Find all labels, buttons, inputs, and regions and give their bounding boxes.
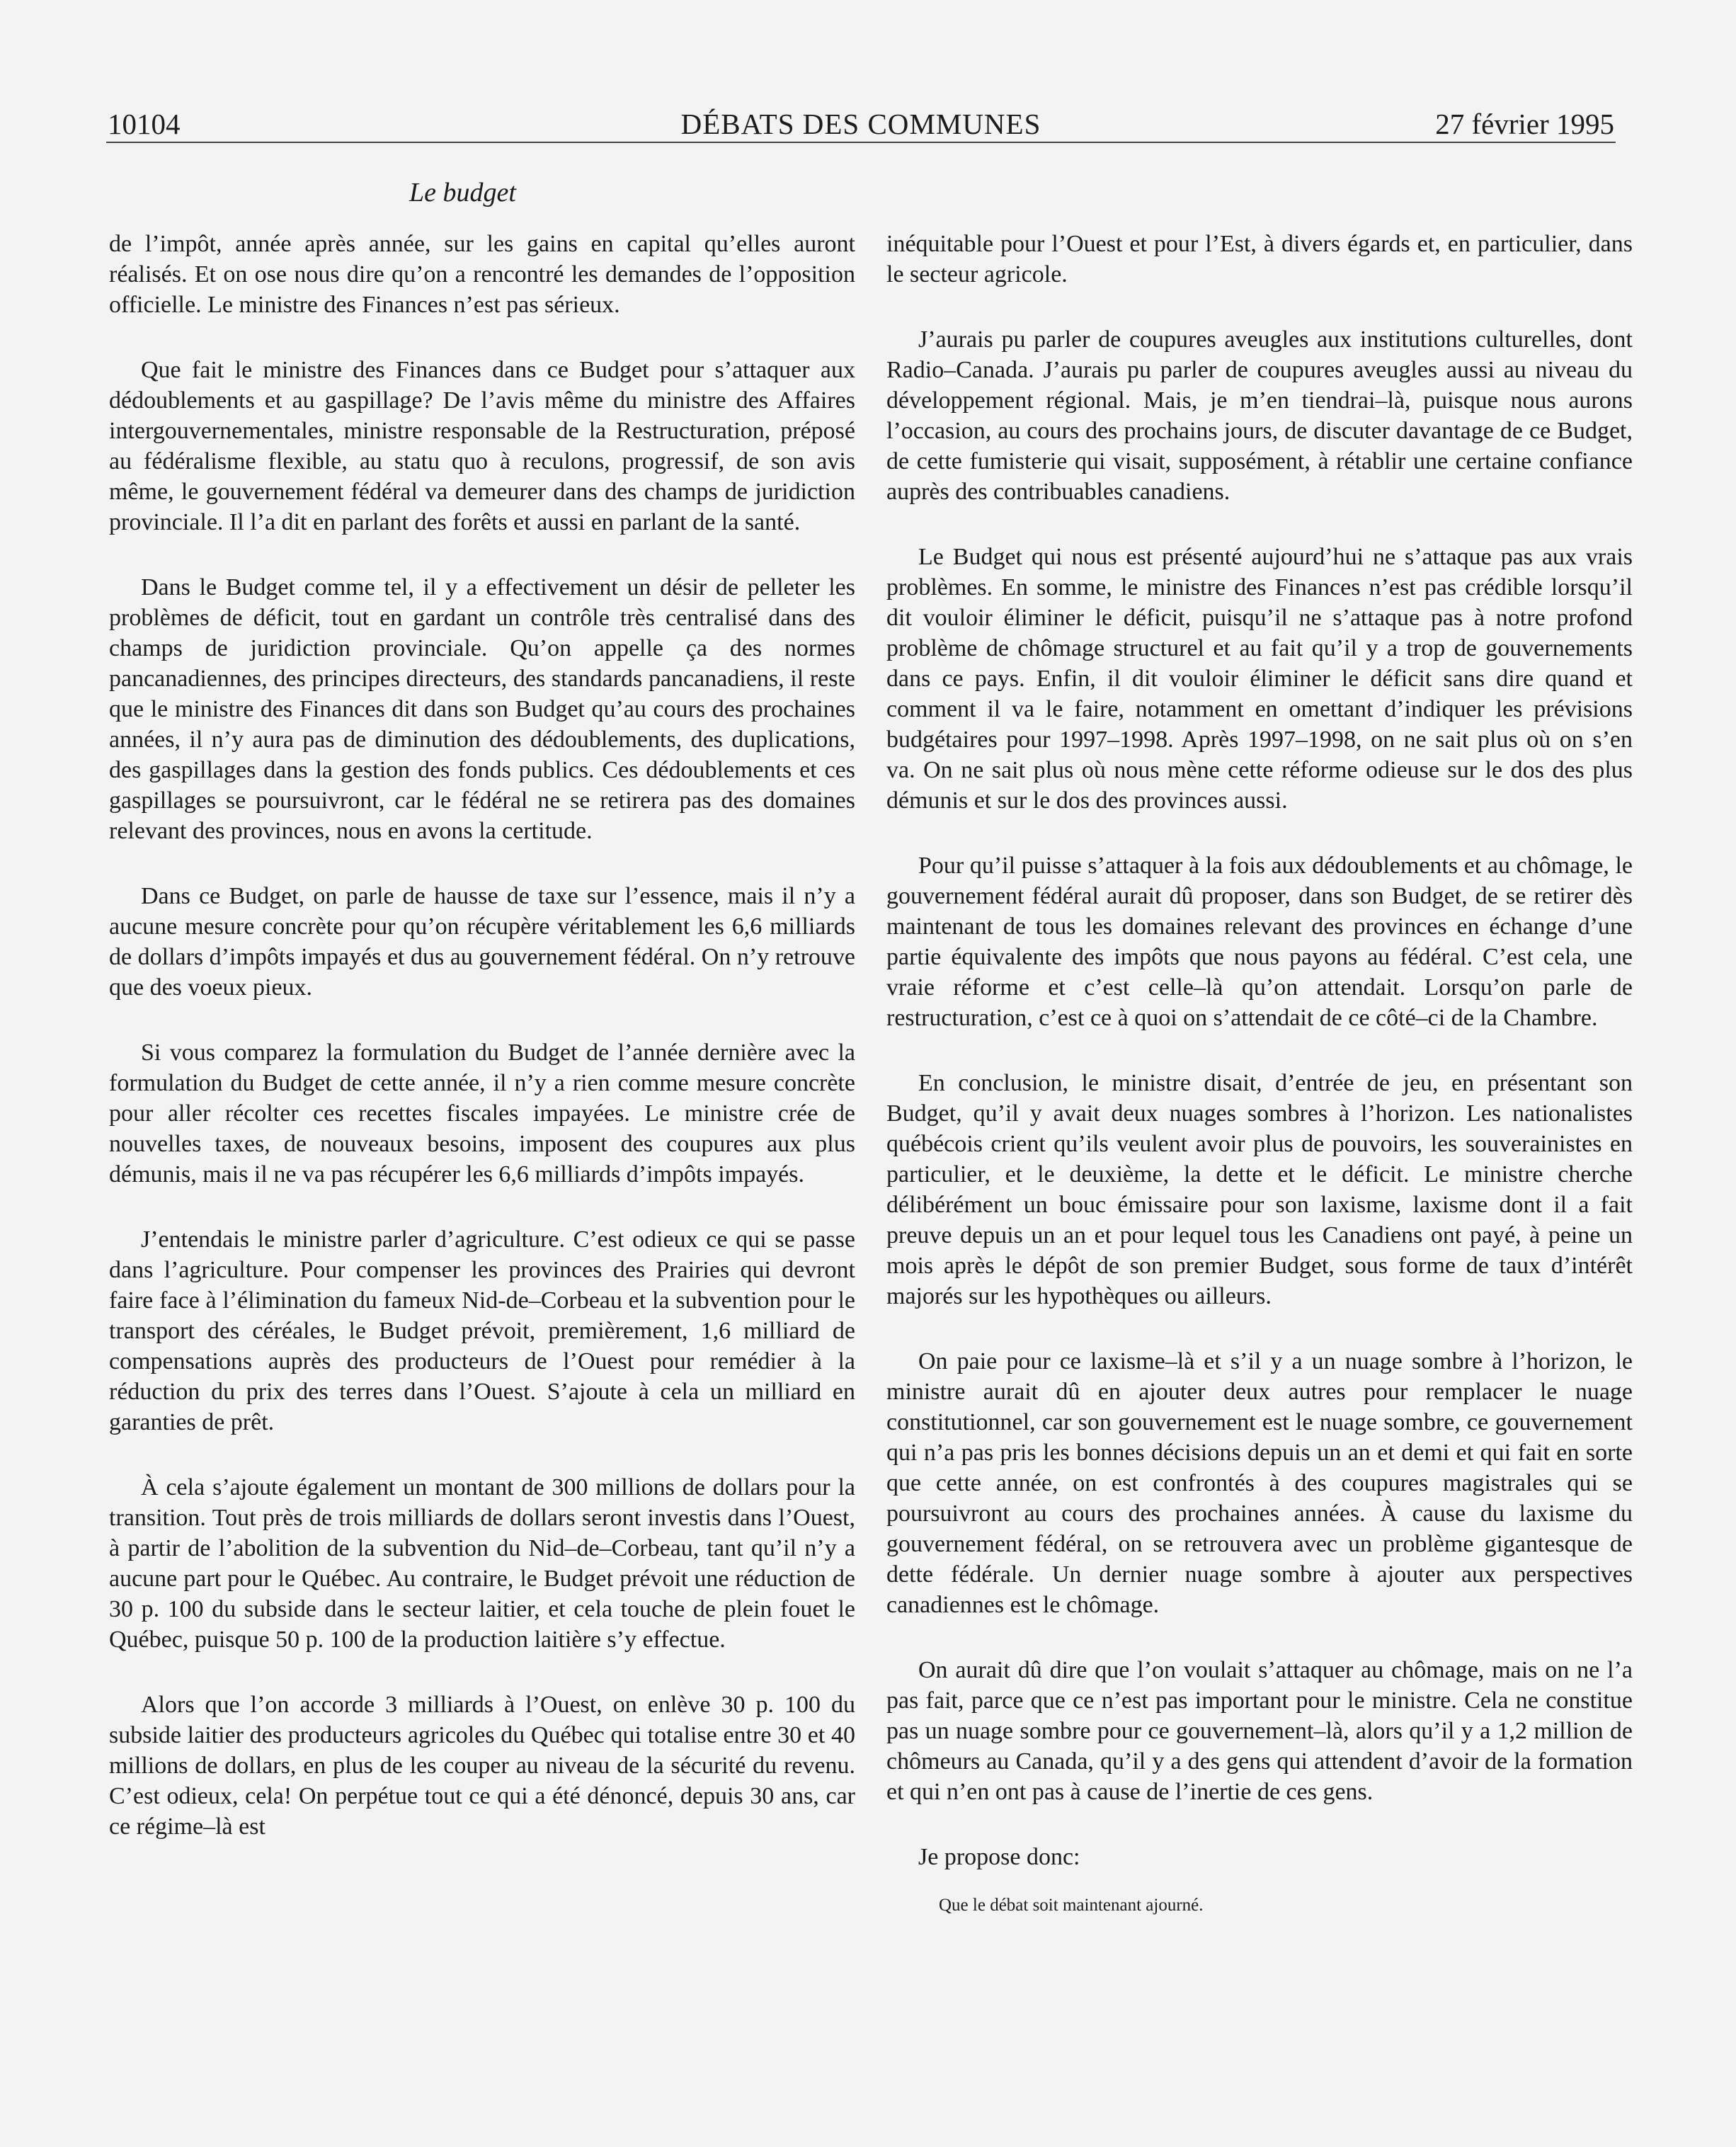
motion-text: Que le débat soit maintenant ajourné. [939, 1896, 1204, 1915]
publication-title: DÉBATS DES COMMUNES [680, 108, 1041, 140]
page-header [108, 101, 1614, 144]
section-title: Le budget [409, 178, 516, 207]
page-number: 10104 [108, 108, 181, 140]
propose-statement: Je propose donc: [918, 1844, 1080, 1870]
paragraph: inéquitable pour l’Ouest et pour l’Est, à divers égards et, en particulier, dans le secteur agricole. [886, 231, 1633, 287]
paragraph: J’aurais pu parler de coupures aveugles aux institutions culturelles, dont Radio–Canada. J’aurais pu parler de coupures aveugles aussi au niveau du développement régional. Mais, je m’en tiendrai–là, puisque nous aurons l’occasion, au cours des prochains jours, de discuter davantage de ce Budget, de cette fumisterie qui visait, supposément, à rétablir une certaine confiance auprès des contribuables canadiens. [886, 326, 1633, 505]
paragraph: On aurait dû dire que l’on voulait s’attaquer au chômage, mais on ne l’a pas fait, parce que ce n’est pas important pour le ministre. Cela ne constitue pas un nuage sombre pour ce gouvernement–là, alors qu’il y a 1,2 million de chômeurs au Canada, qu’il y a des gens qui attendent d’avoir de la formation et qui n’en ont pas à cause de l’inertie de ces gens. [886, 1657, 1633, 1805]
publication-date: 27 février 1995 [1435, 108, 1614, 140]
paragraph: En conclusion, le ministre disait, d’entrée de jeu, en présentant son Budget, qu’il y avait deux nuages sombres à l’horizon. Les nationalistes québécois crient qu’ils veulent avoir plus de pouvoirs, les souverainistes en particulier, et le deuxième, la dette et le déficit. Le ministre cherche délibérément un bouc émissaire pour son laxisme, laxisme dont il a fait preuve depuis un an et pour lequel tous les Canadiens ont payé, à peine un mois après le dépôt de son premier Budget, sous forme de taux d’intérêt majorés sur les hypothèques ou ailleurs. [886, 1070, 1633, 1309]
paragraph: J’entendais le ministre parler d’agriculture. C’est odieux ce qui se passe dans l’agriculture. Pour compenser les provinces des Prairies qui devront faire face à l’élimination du fameux Nid-de–Corbeau et la subvention pour le transport des céréales, le Budget prévoit, premièrement, 1,6 milliard de compensations auprès des producteurs de l’Ouest pour remédier à la réduction du prix des terres dans l’Ouest. S’ajoute à cela un milliard en garanties de prêt. [109, 1226, 855, 1435]
paragraph: Dans ce Budget, on parle de hausse de taxe sur l’essence, mais il n’y a aucune mesure concrète pour qu’on récupère véritablement les 6,6 milliards de dollars d’impôts impayés et dus au gouvernement fédéral. On n’y retrouve que des voeux pieux. [109, 883, 855, 1001]
header-rule [106, 142, 1616, 143]
right-column [886, 229, 1633, 1918]
paragraph: On paie pour ce laxisme–là et s’il y a un nuage sombre à l’horizon, le ministre aurait dû en ajouter deux autres pour remplacer le nuage constitutionnel, car son gouvernement est le nuage sombre, ce gouvernement qui n’a pas pris les bonnes décisions depuis un an et demi et qui fait en sorte que cette année, on est confrontés à des coupures magistrales qui se poursuivront au cours des prochaines années. À cause du laxisme du gouvernement fédéral, on se retrouvera avec un problème gigantesque de dette fédérale. Un dernier nuage sombre à ajouter aux perspectives canadiennes est le chômage. [886, 1348, 1633, 1618]
paragraph: Que fait le ministre des Finances dans ce Budget pour s’attaquer aux dédoublements et au gaspillage? De l’avis même du ministre des Affaires intergouvernementales, ministre responsable de la Restructuration, préposé au fédéralisme flexible, au statu quo à reculons, progressif, de son avis même, le gouvernement fédéral va demeurer dans des champs de juridiction provinciale. Il l’a dit en parlant des forêts et aussi en parlant de la santé. [109, 357, 855, 535]
paragraph: Dans le Budget comme tel, il y a effectivement un désir de pelleter les problèmes de déficit, tout en gardant un contrôle très centralisé dans des champs de juridiction provinciale. Qu’on appelle ça des normes pancanadiennes, des principes directeurs, des standards pancanadiens, il reste que le ministre des Finances dit dans son Budget qu’au cours des prochaines années, il n’y aura pas de diminution des dédoublements, des duplications, des gaspillages dans la gestion des fonds publics. Ces dédoublements et ces gaspillages se poursuivront, car le fédéral ne se retirera pas des domaines relevant des provinces, nous en avons la certitude. [109, 574, 855, 844]
paragraph: Pour qu’il puisse s’attaquer à la fois aux dédoublements et au chômage, le gouvernement fédéral aurait dû proposer, dans son Budget, de se retirer dès maintenant de tous les domaines relevant des provinces en échange d’une partie équivalente des impôts que nous payons au fédéral. C’est cela, une vraie réforme et c’est celle–là qu’on attendait. Lorsqu’on parle de restructuration, c’est ce à quoi on s’attendait de ce côté–ci de la Chambre. [886, 853, 1633, 1031]
paragraph: À cela s’ajoute également un montant de 300 millions de dollars pour la transition. Tout près de trois milliards de dollars seront investis dans l’Ouest, à partir de l’abolition de la subvention du Nid–de–Corbeau, tant qu’il n’y a aucune part pour le Québec. Au contraire, le Budget prévoit une réduction de 30 p. 100 du subside dans le secteur laitier, et cela touche de plein fouet le Québec, puisque 50 p. 100 de la production laitière s’y effectue. [109, 1474, 855, 1653]
paragraph: de l’impôt, année après année, sur les gains en capital qu’elles auront réalisés. Et on ose nous dire qu’on a rencontré les demandes de l’opposition officielle. Le ministre des Finances n’est pas sérieux. [109, 231, 855, 318]
paragraph: Le Budget qui nous est présenté aujourd’hui ne s’attaque pas aux vrais problèmes. En somme, le ministre des Finances n’est pas crédible lorsqu’il dit vouloir éliminer le déficit, puisqu’il ne s’attaque pas à notre profond problème de chômage structurel et au fait qu’il y a trop de gouvernements dans ce pays. Enfin, il dit vouloir éliminer le déficit sans dire quand et comment il va le faire, notamment en omettant d’indiquer les prévisions budgétaires pour 1997–1998. Après 1997–1998, on ne sait plus où on s’en va. On ne sait plus où nous mène cette réforme odieuse sur le dos des plus démunis et sur le dos des provinces aussi. [886, 544, 1633, 814]
paragraph: Alors que l’on accorde 3 milliards à l’Ouest, on enlève 30 p. 100 du subside laitier des producteurs agricoles du Québec qui totalise entre 30 et 40 millions de dollars, en plus de les couper au niveau de la sécurité du revenu. C’est odieux, cela! On perpétue tout ce qui a été dénoncé, depuis 30 ans, car ce régime–là est [109, 1692, 855, 1840]
left-column [109, 229, 855, 1877]
paragraph: Si vous comparez la formulation du Budget de l’année dernière avec la formulation du Budget de cette année, il n’y a rien comme mesure concrète pour aller récolter ces recettes fiscales impayées. Le ministre crée de nouvelles taxes, de nouveaux besoins, imposent des coupures aux plus démunis, mais il ne va pas récupérer les 6,6 milliards d’impôts impayés. [109, 1040, 855, 1188]
